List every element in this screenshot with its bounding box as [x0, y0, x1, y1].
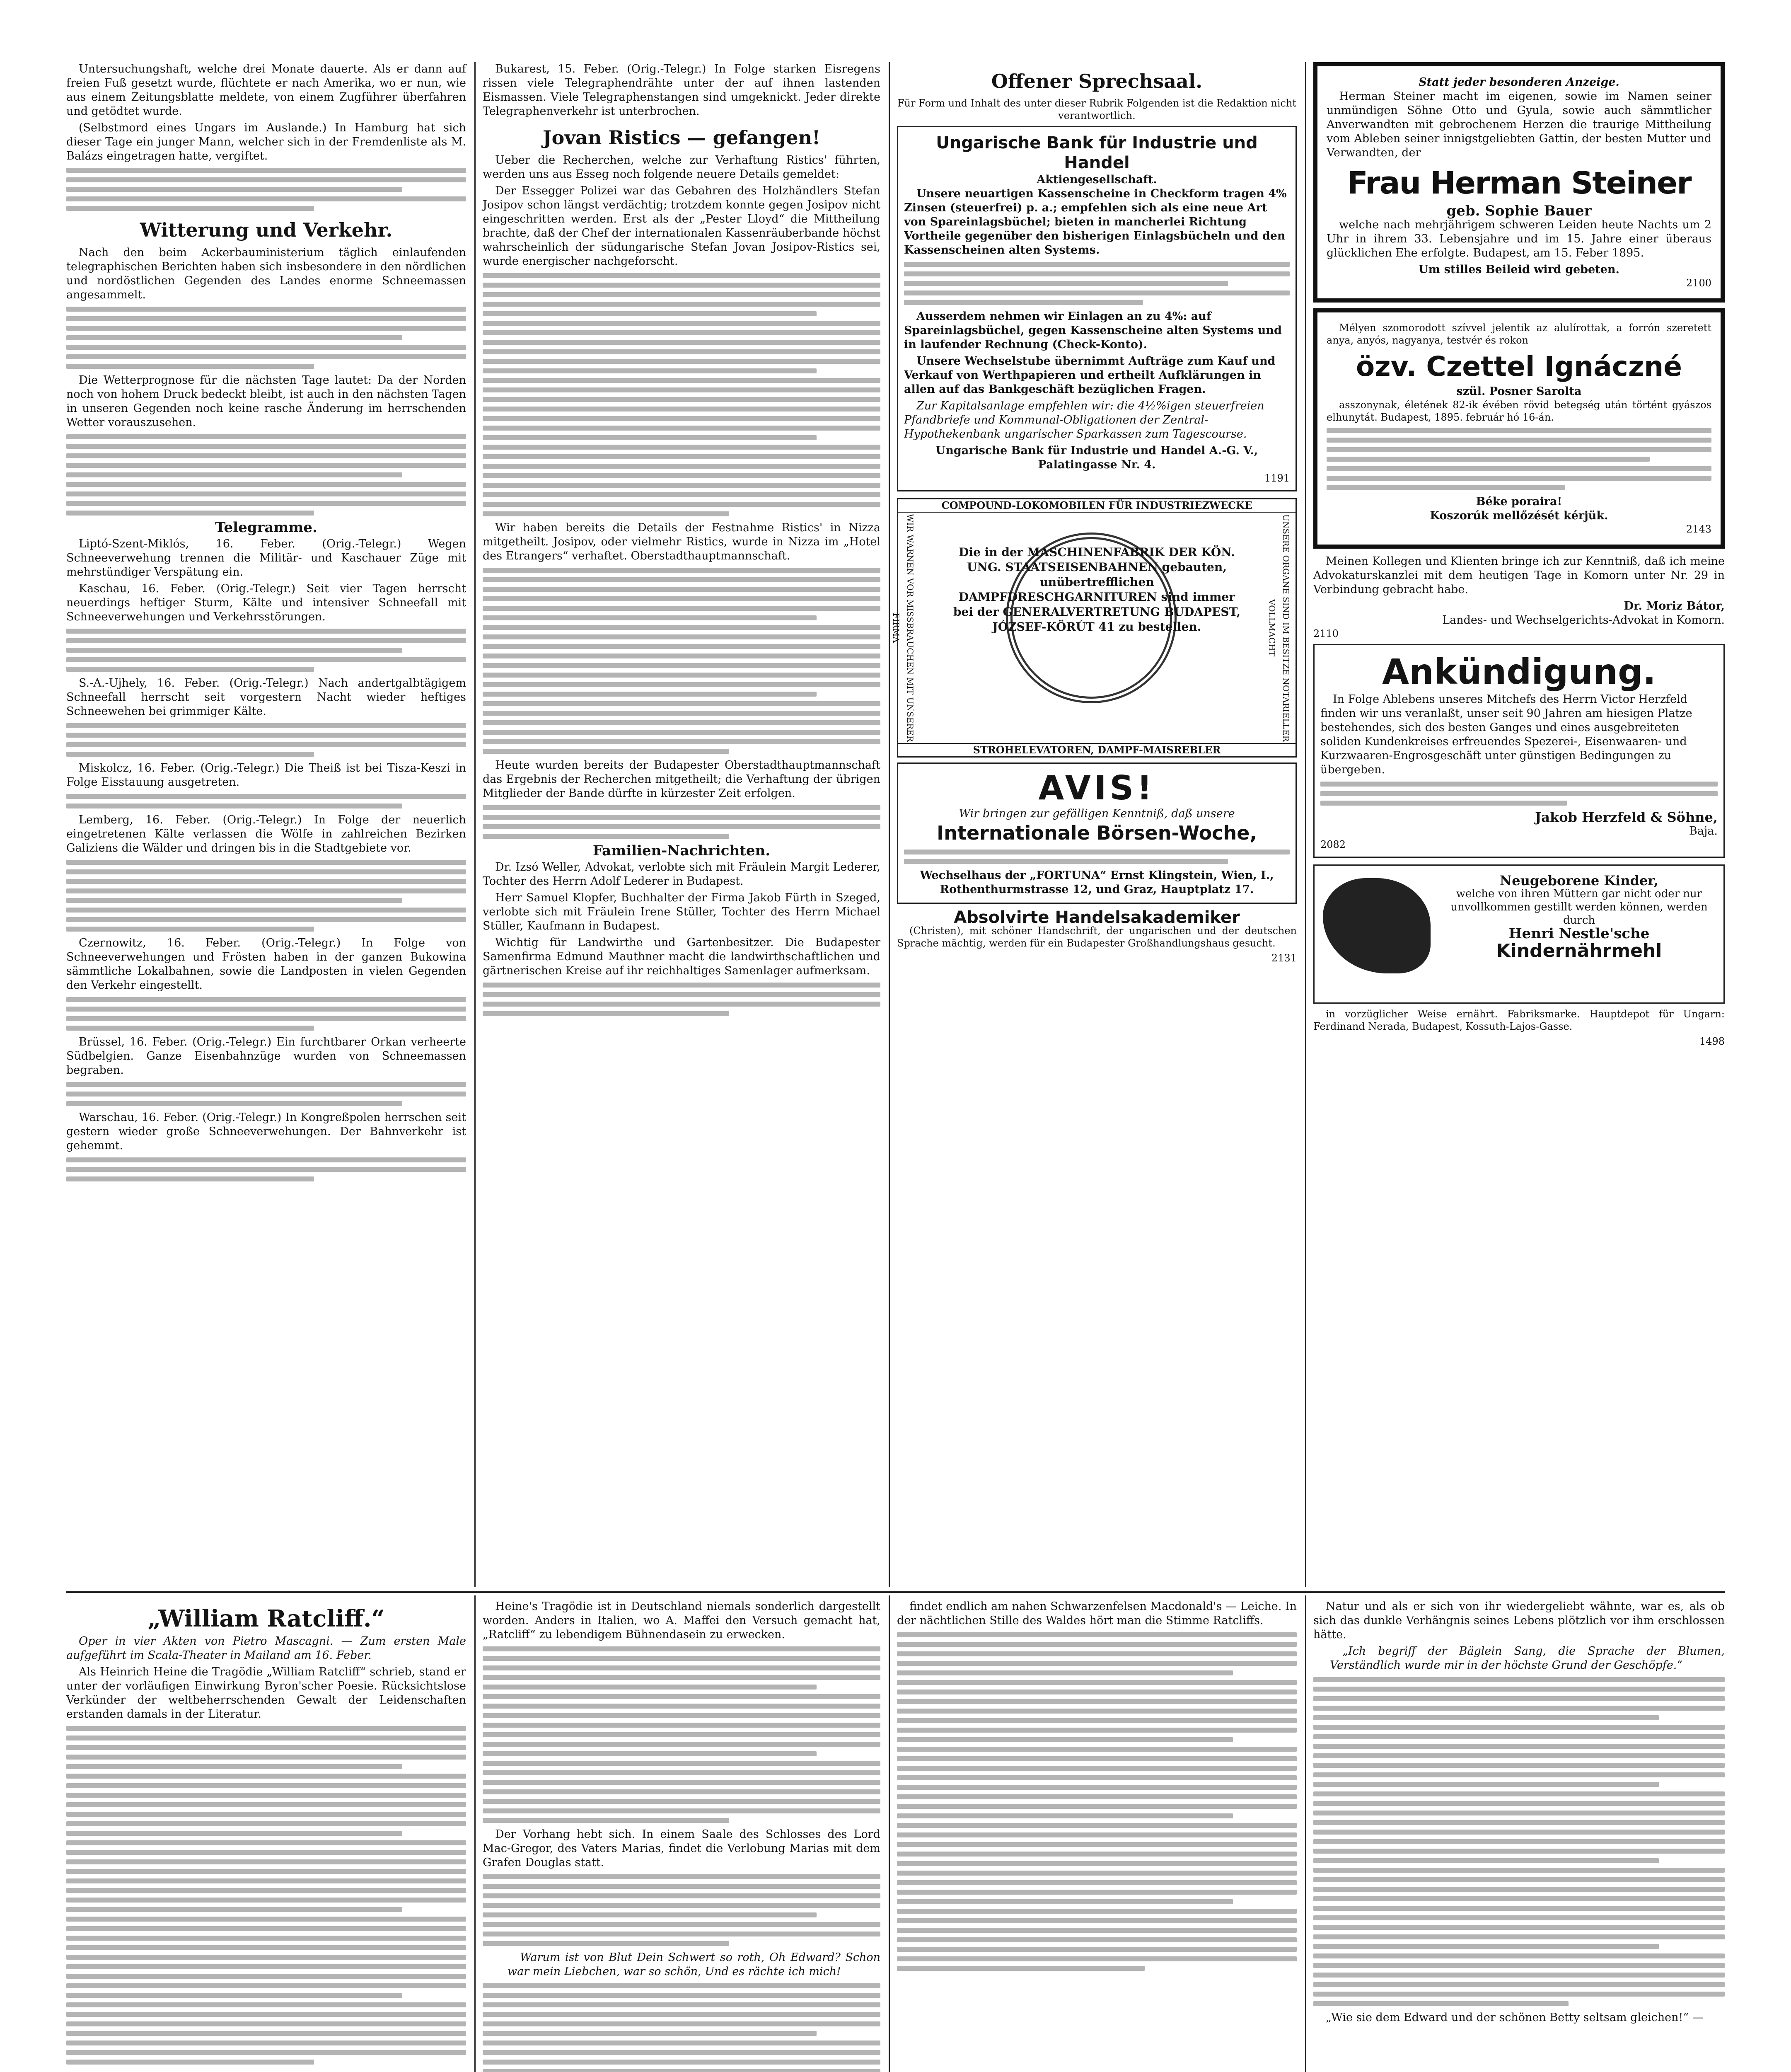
telegram-text: S.-A.-Ujhely, 16. Feber. (Orig.-Telegr.) Nach andertgalbtägigem Schneefall herrscht seit vorgestern Nacht wieder heftiges Schneewehen bei grimmiger Kälte. [66, 677, 466, 718]
czettel-death-notice [1313, 308, 1725, 549]
ad-number: 1191 [1264, 472, 1290, 484]
article-text: Die Wetterprognose für die nächsten Tage lautet: Da der Norden noch von hohem Druck bedeckt bleibt, ist auch in den nächsten Tagen in unseren Gegenden noch keine rasche Änderung im herrschenden Wetter vorauszusehen. [66, 374, 466, 429]
nestle-title: Neugeborene Kinder, [1500, 873, 1658, 888]
deceased-name: özv. Czettel Ignáczné [1356, 351, 1682, 382]
baby-bird-illustration [1323, 878, 1431, 973]
notice-closing: Koszorúk mellőzését kérjük. [1430, 509, 1608, 522]
ad-number: 2082 [1320, 839, 1346, 850]
telegram-text: Czernowitz, 16. Feber. (Orig.-Telegr.) In Folge von Schneeverwehungen und Frösten haben in der ganzen Bukowina sämmtliche Lokalbahnen, sowie die Landposten in vielen Gegenden den Verkehr eingestellt. [66, 937, 466, 992]
bank-advertisement [897, 126, 1297, 491]
ad-number: 2131 [1271, 952, 1297, 964]
section-subheading: Familien-Nachrichten. [592, 842, 771, 859]
deceased-name: Frau Herman Steiner [1347, 165, 1691, 201]
column-1 [66, 62, 466, 1587]
telegram-text: Miskolcz, 16. Feber. (Orig.-Telegr.) Die Theiß ist bei Tisza-Keszi in Folge Eisstauung ausgetreten. [66, 762, 466, 789]
nestle-name: Henri Nestle'sche [1508, 925, 1650, 942]
telegram-text: Liptó-Szent-Miklós, 16. Feber. (Orig.-Telegr.) Wegen Schneeverwehung trennen die Militär- und Kaschauer Züge mit mehrstündiger Verspätung ein. [66, 537, 466, 579]
feuilleton-text: Der Vorhang hebt sich. In einem Saale des Schlosses des Lord Mac-Gregor, des Vaters Marias, findet die Verlobung Marias mit dem Grafen Douglas statt. [483, 1828, 880, 1869]
locomobile-advertisement [891, 498, 1297, 758]
article-text: Wir haben bereits die Details der Festnahme Ristics' in Nizza mitgetheilt. Josipov, oder vielmehr Ristics, wurde in Nizza im „Hotel des Etrangers“ verhaftet. Oberstadthauptmannschaft. [483, 521, 880, 562]
announcement-title: Ankündigung. [1382, 651, 1656, 692]
article-text: Nach den beim Ackerbauministerium täglich einlaufenden telegraphischen Berichten haben sich insbesondere in den nördlichen und nordöstlichen Gegenden des Landes enorme Schneemassen angesammelt. [66, 246, 466, 301]
section-subheading: Telegramme. [215, 519, 317, 536]
notice-closing: Béke poraira! [1476, 495, 1562, 508]
bank-name: Ungarische Bank für Industrie und Handel [936, 133, 1258, 172]
article-text: Der Essegger Polizei war das Gebahren des Holzhändlers Stefan Josipov schon längst verdächtig; trotzdem konnte gegen Josipov nicht eingeschritten werden. Erst als der „Pester Lloyd“ die Mittheilung brachte, daß der Chef der internationalen Kassenräuberbande höchst wahrscheinlich der südungarische Stefan Jovan Josipov-Ristics sei, wurde energischer nachgeforscht. [483, 184, 880, 268]
feuilleton-column-2 [483, 1600, 880, 2072]
column-2 [483, 62, 880, 1587]
avis-title: AVIS! [1038, 769, 1155, 807]
deceased-born: szül. Posner Sarolta [1456, 385, 1582, 398]
loco-bottom-line: STROHELEVATOREN, DAMPF-MAISREBLER [898, 743, 1296, 756]
feuilleton-text: Als Heinrich Heine die Tragödie „William Ratcliff“ schrieb, stand er unter der vorläufigen Einwirkung Byron'scher Poesie. Rücksichtslose Verkünder der weltbeherrschenden Gewalt der Leidenschaften erstanden damals in der Literatur. [66, 1665, 466, 1721]
notice-text: welche nach mehrjährigem schweren Leiden heute Nachts um 2 Uhr in ihrem 33. Lebensjahre und im 15. Jahre einer überaus glücklichen Ehe erfolgte. Budapest, am 15. Feber 1895. [1327, 218, 1711, 259]
avis-advertisement [897, 762, 1297, 904]
avis-address: Wechselhaus der „FORTUNA“ Ernst Klingstein, Wien, I., Rothenthurmstrasse 12, und Graz, Hauptplatz 17. [920, 869, 1274, 896]
ad-number: 2143 [1686, 523, 1711, 535]
notice-header: Statt jeder besonderen Anzeige. [1419, 76, 1619, 89]
absolvent-title: Absolvirte Handelsakademiker [954, 908, 1240, 927]
notice-text: Meinen Kollegen und Klienten bringe ich zur Kenntniß, daß ich meine Advokaturskanzlei mit dem heutigen Tage in Komorn unter Nr. 29 in Verbindung gebracht habe. [1313, 555, 1725, 596]
ad-number: 1498 [1699, 1036, 1725, 1047]
column-rule [1305, 62, 1306, 1587]
bank-address: Ungarische Bank für Industrie und Handel A.-G. V., Palatingasse Nr. 4. [935, 444, 1258, 471]
nestle-text: welche von ihren Müttern gar nicht oder nur unvollkommen gestillt werden können, werden durch [1450, 888, 1708, 927]
article-text: Herr Samuel Klopfer, Buchhalter der Firma Jakob Fürth in Szeged, verlobte sich mit Fräulein Irene Stüller, Tochter des Herrn Michael Stüller, Kaufmann in Budapest. [483, 891, 880, 932]
column-4 [1313, 62, 1725, 1587]
feuilleton-text: findet endlich am nahen Schwarzenfelsen Macdonald's — Leiche. In der nächtlichen Stille des Waldes hört man die Stimme Ratcliffs. [897, 1600, 1297, 1627]
nestle-advertisement [1313, 864, 1725, 1004]
announcement-text: In Folge Ablebens unseres Mitchefs des Herrn Victor Herzfeld finden wir uns veranlaßt, unser seit 90 Jahren am hiesigen Platze bestehendes, sich des besten Ganges und eines ausgebreiteten soliden Kundenkreises erfreuendes Spezerei-, Eisenwaaren- und Kurzwaaren-Engrosgeschäft unter günstigen Bedingungen zu übergeben. [1320, 693, 1692, 776]
feuilleton-subtitle: Oper in vier Akten von Pietro Mascagni. — Zum ersten Male aufgeführt im Scala-Theater in Mailand am 16. Feber. [66, 1635, 466, 1662]
nestle-text: in vorzüglicher Weise ernährt. Fabriksmarke. Hauptdepot für Ungarn: Ferdinand Nerada, Budapest, Kossuth-Lajos-Gasse. [1313, 1008, 1725, 1032]
verse: „Ich begriff der Bäglein Sang, die Sprache der Blumen, Verständlich wurde mir in der höchste Grund der Geschöpfe.“ [1330, 1645, 1725, 1672]
section-heading: Offener Sprechsaal. [991, 70, 1203, 92]
firm-city: Baja. [1689, 825, 1718, 838]
avis-text: Wir bringen zur gefälligen Kenntniß, daß unsere [959, 807, 1235, 820]
bank-subtitle: Aktiengesellschaft. [1037, 173, 1157, 186]
feuilleton-title: „William Ratcliff.“ [147, 1605, 385, 1632]
disclaimer: Für Form und Inhalt des unter dieser Rubrik Folgenden ist die Redaktion nicht verantwortlich. [897, 97, 1297, 121]
firm-name: Jakob Herzfeld & Söhne, [1535, 809, 1718, 825]
telegram-text: Bukarest, 15. Feber. (Orig.-Telegr.) In Folge starken Eisregens rissen viele Telegraphendrähte unter der auf ihnen lastenden Eismassen. Viele Telegraphenstangen sind umgeknickt. Jeder direkte Telegraphenverkehr ist unterbrochen. [483, 63, 880, 118]
feuilleton-column-4 [1313, 1600, 1725, 2072]
bank-text: Zur Kapitalsanlage empfehlen wir: die 4½%igen steuerfreien Pfandbriefe und Kommunal-Obligationen der Zentral-Hypothekenbank ungarischer Sparkassen zum Tagescourse. [904, 399, 1264, 441]
column-rule [889, 1595, 890, 2072]
section-heading: Jovan Ristics — gefangen! [542, 126, 821, 149]
ad-number: 2100 [1686, 277, 1711, 289]
notice-text: Mélyen szomorodott szívvel jelentik az alulírottak, a forrón szeretett anya, anyós, nagyanya, testvér és rokon [1327, 322, 1711, 346]
verse: Warum ist von Blut Dein Schwert so roth, Oh Edward? Schon war mein Liebchen, war so schön, Und es rächte ich mich! [508, 1951, 880, 1978]
avis-headline: Internationale Börsen-Woche, [937, 822, 1257, 844]
article-text: Dr. Izsó Weller, Advokat, verlobte sich mit Fräulein Margit Lederer, Tochter des Herrn Adolf Lederer in Budapest. [483, 861, 880, 888]
deceased-born: geb. Sophie Bauer [1446, 203, 1592, 219]
feuilleton-rule [66, 1591, 1725, 1593]
herzfeld-advertisement [1313, 644, 1725, 858]
article-text: Heute wurden bereits der Budapester Oberstadthauptmannschaft das Ergebnis der Recherchen mitgetheilt; die Verhaftung der übrigen Mitglieder der Bande dürfte in kürzester Zeit erfolgen. [483, 759, 880, 800]
telegram-text: Lemberg, 16. Feber. (Orig.-Telegr.) In Folge der neuerlich eingetretenen Kälte verlassen die Wölfe in zahlreichen Bezirken Galiziens die Wälder und dringen bis in die Stadtgebiete vor. [66, 813, 466, 854]
nestle-product: Kindernährmehl [1496, 940, 1662, 961]
notice-closing: Um stilles Beileid wird gebeten. [1419, 263, 1619, 276]
newspaper-page [66, 62, 1725, 2072]
feuilleton-text: „Wie sie dem Edward und der schönen Betty seltsam gleichen!“ — [1326, 2011, 1704, 2024]
column-rule [889, 62, 890, 1587]
loco-top-line: COMPOUND-LOKOMOBILEN FÜR INDUSTRIEZWECKE [898, 499, 1296, 513]
signature-title: Landes- und Wechselgerichts-Advokat in Komorn. [1442, 614, 1725, 627]
feuilleton-text: Heine's Tragödie ist in Deutschland niemals sonderlich dargestellt worden. Anders in Italien, wo A. Maffei den Versuch gemacht hat, „Ratcliff“ zu lebendigem Bühnendasein zu erwecken. [483, 1600, 880, 1641]
article-text: Untersuchungshaft, welche drei Monate dauerte. Als er dann auf freien Fuß gesetzt wurde, flüchtete er nach Amerika, wo er nun, wie aus einem Zeitungsblatte meldete, von einem Zugführer überfahren und getödtet wurde. [66, 63, 466, 118]
loco-text: Die in der MASCHINENFABRIK DER KÖN. UNG. STAATSEISENBAHNEN gebauten, unübertrefflichen DAMPFDRESCHGARNITUREN sind immer bei der GENERALVERTRETUNG BUDAPEST, JÓZSEF-KÖRÚT 41 zu bestellen. [953, 545, 1241, 634]
telegram-text: Brüssel, 16. Feber. (Orig.-Telegr.) Ein furchtbarer Orkan verheerte Südbelgien. Ganze Eisenbahnzüge wurden von Schneemassen begraben. [66, 1036, 466, 1077]
section-heading: Witterung und Verkehr. [140, 219, 393, 241]
notice-text: Herman Steiner macht im eigenen, sowie im Namen seiner unmündigen Söhne Otto und Gyula, sowie auch sämmtlicher Anverwandten mit gebrochenem Herzen die traurige Mittheilung vom Ableben seiner innigstgeliebten Gattin, der besten Mutter und Verwandten, der [1327, 90, 1711, 159]
feuilleton-text: Natur und als er sich von ihr wiedergeliebt wähnte, war es, als ob sich das dunkle Verhängnis seines Lebens plötzlich vor ihm erschlossen hätte. [1313, 1600, 1725, 1641]
telegram-text: Warschau, 16. Feber. (Orig.-Telegr.) In Kongreßpolen herrschen seit gestern wieder große Schneeverwehungen. Der Bahnverkehr ist gehemmt. [66, 1111, 466, 1152]
feuilleton-column-3 [897, 1600, 1297, 2072]
column-3 [891, 62, 1297, 1587]
absolvent-text: (Christen), mit schöner Handschrift, der ungarischen und der deutschen Sprache mächtig, werden für ein Budapester Großhandlungshaus gesucht. [897, 925, 1297, 949]
telegram-text: Kaschau, 16. Feber. (Orig.-Telegr.) Seit vier Tagen herrscht neuerdings heftiger Sturm, Kälte und intensiver Schneefall mit Schneeverwehungen und Verkehrsstörungen. [66, 582, 466, 623]
bank-text: Unsere neuartigen Kassenscheine in Checkform tragen 4% Zinsen (steuerfrei) p. a.; empfehlen sich als eine neue Art von Spareinlagsbüchel; bieten in mancherlei Richtung Vortheile gegenüber den bisherigen Einlagsbücheln und den Kassenscheinen alten Systems. [904, 187, 1287, 257]
column-rule [474, 62, 476, 1587]
feuilleton-column-1 [66, 1600, 466, 2072]
signature-name: Dr. Moriz Bátor, [1624, 600, 1725, 612]
column-rule [474, 1595, 476, 2072]
steiner-death-notice [1313, 62, 1725, 303]
column-rule [1305, 1595, 1306, 2072]
article-text: Wichtig für Landwirthe und Gartenbesitzer. Die Budapester Samenfirma Edmund Mauthner macht die landwirthschaftlichen und gärtnerischen Kreise auf ihr reichhaltiges Samenlager aufmerksam. [483, 936, 880, 977]
ad-number: 2110 [1313, 628, 1339, 639]
bank-text: Unsere Wechselstube übernimmt Aufträge zum Kauf und Verkauf von Werthpapieren und ertheilt Aufklärungen in allen auf das Bankgeschäft bezüglichen Fragen. [904, 355, 1276, 396]
article-text: (Selbstmord eines Ungars im Auslande.) In Hamburg hat sich dieser Tage ein junger Mann, welcher sich in der Fremdenliste als M. Balázs eingetragen hatte, vergiftet. [66, 121, 466, 162]
loco-right-text: UNSERE ORGANE SIND IM BESITZE NOTARIELLER VOLLMACHT [1267, 514, 1291, 742]
loco-left-text: WIR WARNEN VOR MISSBRAUCHEN MIT UNSERER FIRMA [891, 514, 915, 742]
article-text: Ueber die Recherchen, welche zur Verhaftung Ristics' führten, werden uns aus Esseg noch folgende neuere Details gemeldet: [483, 154, 880, 181]
bank-text: Ausserdem nehmen wir Einlagen an zu 4%: auf Spareinlagsbüchel, gegen Kassenscheine alten Systems und in laufender Rechnung (Check-Konto). [904, 310, 1282, 351]
notice-text: asszonynak, életének 82-ik évében rövid betegség után történt gyászos elhunytát. Budapest, 1895. február hó 16-án. [1327, 399, 1711, 423]
